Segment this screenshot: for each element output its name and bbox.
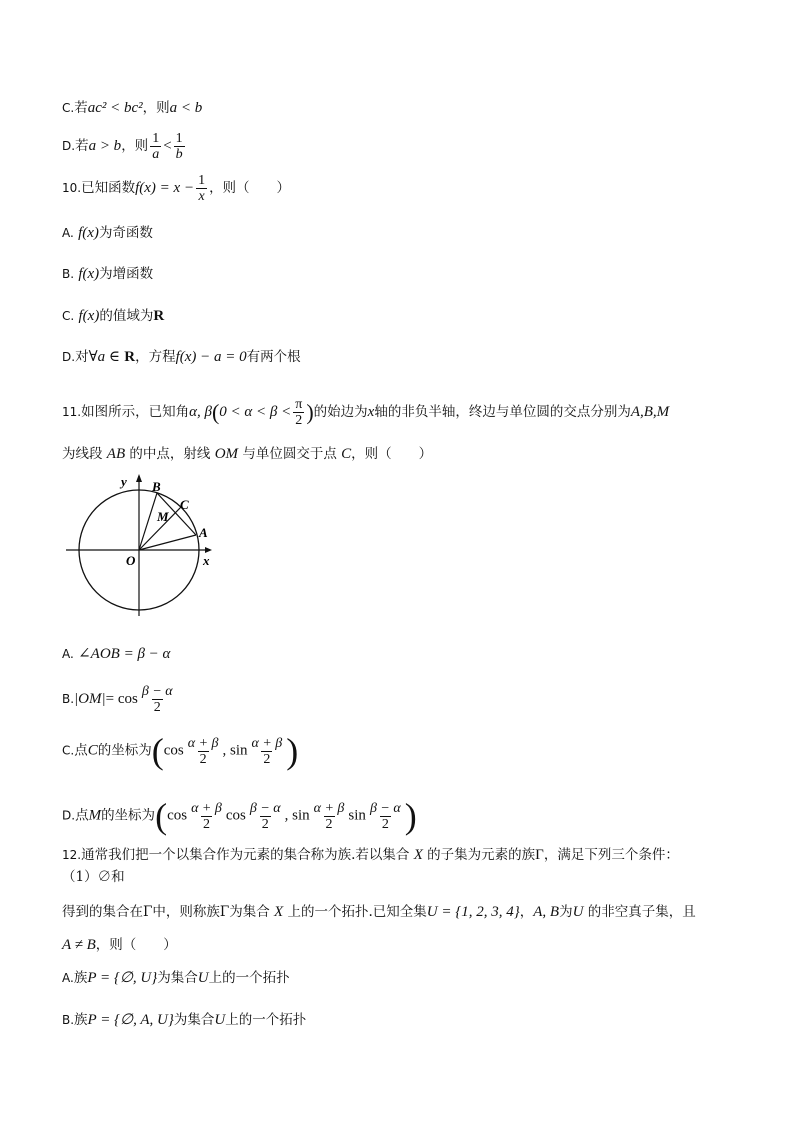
q12-stem-line2: （1）∅和	[62, 869, 125, 885]
q11-option-b: B.|OM|= cos $\frac{\beta - \alpha}{2}$	[62, 684, 173, 715]
label-c: C	[180, 497, 189, 512]
label-b: B	[152, 479, 161, 494]
fraction: $\frac{\alpha + \beta}{2}$	[313, 800, 345, 832]
q12-stem-line4: A ≠ B，则（ ）	[62, 937, 177, 953]
fraction: $\frac{\alpha + \beta}{2}$	[187, 735, 219, 767]
q10-option-c: C. f(x)的值域为R	[62, 308, 165, 324]
q9-option-c: C.若ac² < bc²，则a < b	[62, 100, 203, 116]
q11-option-a: A. ∠AOB = β − α	[62, 646, 171, 662]
q10-option-d: D.对∀a ∈ R，方程f(x) − a = 0有两个根	[62, 349, 301, 365]
q11-stem-line1: 11.如图所示，已知角α, β(0 < α < β < $\frac{\pi}{2}$ )的始边为x轴的非负半轴，终边与单位圆的交点分别为A,B,M	[62, 397, 670, 428]
label-o: O	[126, 553, 136, 568]
fraction: $\frac{\beta - \alpha}{2}$	[249, 800, 281, 832]
label-x: x	[203, 553, 210, 568]
y-axis-arrow	[136, 474, 142, 482]
fraction: $\frac{1}{a}$	[152, 131, 160, 162]
fraction: $\frac{1}{x}$	[198, 173, 206, 204]
q11-option-d: D.点M的坐标为(cos $\frac{\alpha + \beta}{2}$ cos $\frac{\beta - \alpha}{2}$ , sin $\frac{\alpha + \beta}{2}$ sin $\frac{\beta - \alpha}{2}$ )	[62, 796, 417, 836]
q10-option-a: A. f(x)为奇函数	[62, 225, 153, 241]
fraction: $\frac{\beta - \alpha}{2}$	[369, 800, 401, 832]
label-m: M	[157, 509, 169, 524]
label-a: A	[199, 525, 208, 540]
unit-circle-figure	[62, 470, 222, 620]
fraction: $\frac{\alpha + \beta}{2}$	[251, 735, 283, 767]
q12-stem-line3: 得到的集合在Γ中，则称族Γ为集合 X 上的一个拓扑.已知全集U = {1, 2, 3, 4}，A, B为U 的非空真子集，且	[62, 904, 696, 920]
fraction: $\frac{1}{b}$	[175, 131, 183, 162]
q10-stem: 10.已知函数f(x) = x − $\frac{1}{x}$ ，则（ ）	[62, 173, 291, 204]
fraction: $\frac{\beta - \alpha}{2}$	[141, 684, 173, 715]
ray-oa	[139, 535, 196, 550]
label-y: y	[121, 474, 127, 489]
q9-option-d: D.若a > b，则 $\frac{1}{a}$ < $\frac{1}{b}$	[62, 131, 183, 162]
q10-option-b: B. f(x)为增函数	[62, 266, 154, 282]
q11-stem-line2: 为线段 AB 的中点，射线 OM 与单位圆交于点 C，则（ ）	[62, 446, 433, 462]
fraction: $\frac{\pi}{2}$	[295, 397, 303, 428]
q12-option-a: A.族P = {∅, U}为集合U上的一个拓扑	[62, 970, 290, 986]
q12-stem-line1: 12.通常我们把一个以集合作为元素的集合称为族.若以集合 X 的子集为元素的族Γ，满足下列三个条件：	[62, 847, 679, 863]
fraction: $\frac{\alpha + \beta}{2}$	[191, 800, 222, 832]
q12-option-b: B.族P = {∅, A, U}为集合U上的一个拓扑	[62, 1012, 307, 1028]
q11-option-c: C.点C的坐标为(cos $\frac{\alpha + \beta}{2}$ , sin $\frac{\alpha + \beta}{2}$ )	[62, 731, 299, 771]
